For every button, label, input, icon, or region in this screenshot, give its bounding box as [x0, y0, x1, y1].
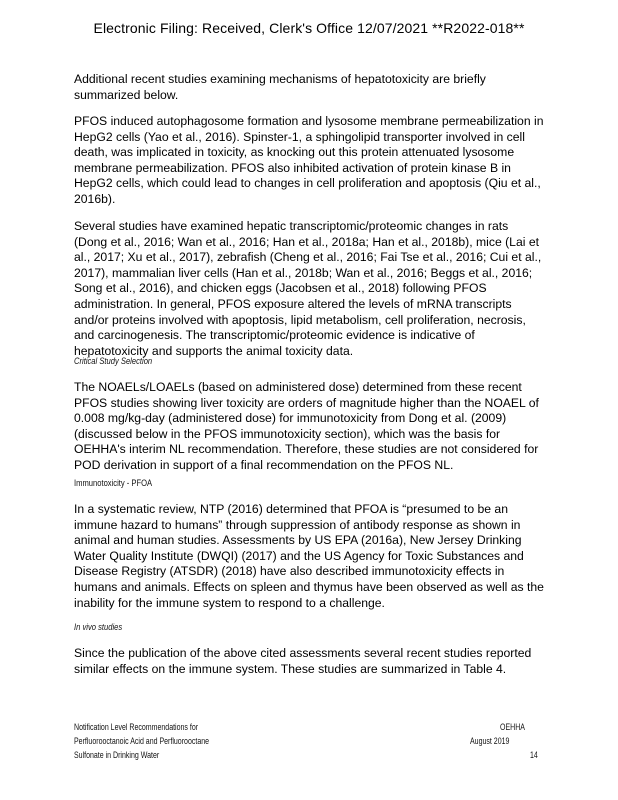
footer-title-line3: Sulfonate in Drinking Water: [74, 750, 160, 760]
footer-title-line2: Perfluorooctanoic Acid and Perfluorooctane: [74, 736, 210, 746]
paragraph-ntp-review: In a systematic review, NTP (2016) determined that PFOA is “presumed to be an immune hazard to humans” through suppression of antibody response as shown in animal and human studies. Assessments by US EPA (2016a), New Jersey Drinking Water Quality Institute (DWQI) (2017) and the US Agency for Toxic Substances and Disease Registry (ATSDR) (2018) have also described immunotoxicity effects in humans and animals. Effects on spleen and thymus have been observed as well as the inability for the immune system to respond to a challenge.: [74, 502, 544, 610]
paragraph-intro: Additional recent studies examining mechanisms of hepatotoxicity are briefly summarized below.: [74, 72, 486, 102]
heading-in-vivo-studies: In vivo studies: [74, 622, 123, 633]
paragraph-recent-studies: Since the publication of the above cited assessments several recent studies reported similar effects on the immune system. These studies are summarized in Table 4.: [74, 646, 532, 676]
page-number: 14: [530, 750, 538, 760]
filing-header: Electronic Filing: Received, Clerk's Office 12/07/2021 **R2022-018**: [93, 20, 525, 36]
footer-agency: OEHHA: [500, 722, 525, 732]
footer-title-line1: Notification Level Recommendations for: [74, 722, 199, 732]
footer-date: August 2019: [470, 736, 510, 746]
heading-immunotoxicity-pfoa: Immunotoxicity - PFOA: [74, 478, 153, 489]
paragraph-pfos-autophagosome: PFOS induced autophagosome formation and lysosome membrane permeabilization in HepG2 cells (Yao et al., 2016). Spinster-1, a sphingolipid transporter involved in cell death, was implicated in toxicity, as knocking out this protein attenuated lysosome membrane permeabilization. PFOS also inhibited activation of protein kinase B in HepG2 cells, which could lead to changes in cell proliferation and apoptosis (Qiu et al., 2016b).: [74, 114, 544, 206]
paragraph-transcriptomic: Several studies have examined hepatic transcriptomic/proteomic changes in rats (Dong et al., 2016; Wan et al., 2016; Han et al., 2018a; Han et al., 2018b), mice (Lai et al., 2017; Xu et al., 2017), zebrafish (Cheng et al., 2016; Fai Tse et al., 2016; Cui et al., 2017), mammalian liver cells (Han et al., 2018b; Wan et al., 2016; Beggs et al., 2016; Song et al., 2016), and chicken eggs (Jacobsen et al., 2018) following PFOS administration. In general, PFOS exposure altered the levels of mRNA transcripts and/or proteins involved with apoptosis, lipid metabolism, cell proliferation, necrosis, and carcinogenesis. The transcriptomic/proteomic evidence is indicative of hepatotoxicity and supports the animal toxicity data.: [74, 219, 542, 358]
heading-critical-study-selection: Critical Study Selection: [74, 356, 153, 367]
paragraph-noael: The NOAELs/LOAELs (based on administered dose) determined from these recent PFOS studies showing liver toxicity are orders of magnitude higher than the NOAEL of 0.008 mg/kg-day (administered dose) for immunotoxicity from Dong et al. (2009) (discussed below in the PFOS immunotoxicity section), which was the basis for OEHHA's interim NL recommendation. Therefore, these studies are not considered for POD derivation in support of a final recommendation on the PFOS NL.: [74, 380, 539, 472]
